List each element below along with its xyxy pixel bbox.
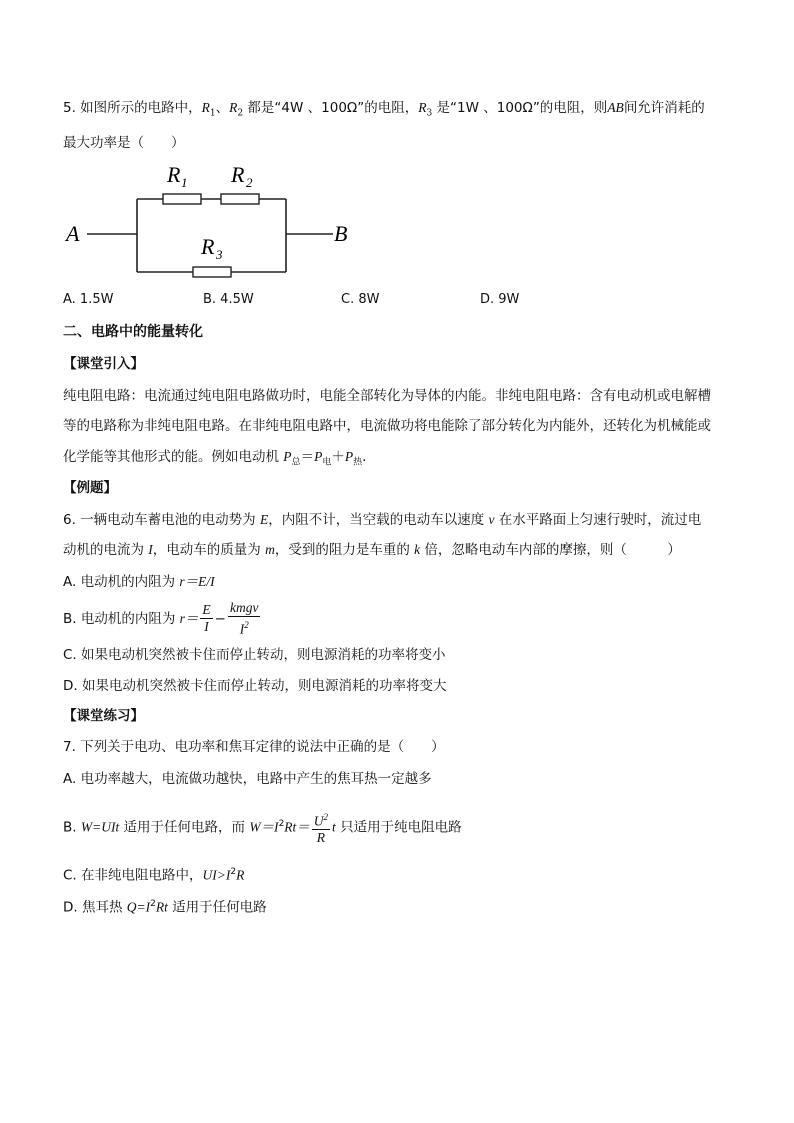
q5-option-d: D. 9W bbox=[480, 292, 520, 307]
numerator-base: U bbox=[313, 813, 324, 829]
q5-option-b: B. 4.5W bbox=[203, 292, 254, 307]
denominator bbox=[228, 617, 260, 638]
mass-symbol: m bbox=[265, 542, 275, 557]
label-a: A bbox=[66, 221, 80, 246]
q6-text: 在水平路面上匀速行驶时，流过电 bbox=[494, 512, 702, 528]
minus-sign: − bbox=[214, 610, 226, 627]
q6-text: ，内阻不计，当空载的电动车以速度 bbox=[268, 512, 489, 528]
q6-text: ，受到的阻力是车重的 bbox=[274, 542, 415, 558]
resistor-r3 bbox=[193, 267, 231, 277]
resistor-r2 bbox=[221, 194, 259, 204]
q6-option-c: C. 如果电动机突然被卡住而停止转动，则电源消耗的功率将变小 bbox=[63, 647, 446, 663]
r2-subscript: 2 bbox=[237, 108, 244, 119]
denominator: R bbox=[316, 830, 326, 846]
label-r1: R bbox=[167, 162, 181, 187]
formula-r: r＝ bbox=[179, 610, 199, 626]
q6-text: ，电动车的质量为 bbox=[152, 542, 266, 558]
q7-option-b bbox=[63, 804, 462, 848]
q7-option-a: A. 电功率越大，电流做功越快，电路中产生的焦耳热一定越多 bbox=[63, 771, 432, 787]
r3-symbol: R bbox=[418, 100, 427, 115]
numerator bbox=[312, 809, 330, 831]
q5-text: 间允许消耗的 bbox=[623, 100, 705, 116]
intro-line2: 等的电路称为非纯电阻电路。在非纯电阻电路中，电流做功将电能除了部分转化为内能外，还转化为机械能或 bbox=[63, 418, 711, 434]
option-text: B. bbox=[63, 819, 81, 836]
r1-symbol: R bbox=[201, 100, 210, 115]
intro-line3 bbox=[63, 447, 366, 473]
option-text: 适用于任何电路，而 bbox=[119, 819, 250, 836]
label-r3-sub: 3 bbox=[216, 247, 223, 262]
equals-sign: ＝ bbox=[300, 449, 315, 465]
q6-text: 倍，忽略电动车内部的摩擦，则（ ） bbox=[420, 542, 681, 558]
r1-subscript: 1 bbox=[209, 108, 216, 119]
q6-text: 动机的电流为 bbox=[63, 542, 149, 558]
intro-end: . bbox=[362, 449, 367, 465]
q7-stem: 7. 下列关于电功、电功率和焦耳定律的说法中正确的是（ ） bbox=[63, 739, 445, 755]
r3-subscript: 3 bbox=[426, 108, 433, 119]
q5-text: 都是“4W 、100Ω”的电阻， bbox=[243, 100, 419, 116]
q6-stem-line2 bbox=[63, 540, 681, 560]
resistor-r1 bbox=[163, 194, 201, 204]
p-elec-symbol: P bbox=[314, 449, 323, 464]
section-title: 二、电路中的能量转化 bbox=[63, 324, 203, 340]
option-text: 只适用于纯电阻电路 bbox=[335, 819, 462, 836]
q6-stem-line1 bbox=[63, 510, 701, 530]
option-text: B. 电动机的内阻为 bbox=[63, 610, 180, 627]
q6-option-a bbox=[63, 572, 215, 592]
option-text: D. 焦耳热 bbox=[63, 899, 127, 916]
formula-part: W＝I bbox=[249, 819, 279, 835]
q6-option-d: D. 如果电动机突然被卡住而停止转动，则电源消耗的功率将变大 bbox=[63, 678, 447, 694]
r2-symbol: R bbox=[229, 100, 238, 115]
q5-text: 是“1W 、100Ω”的电阻，则 bbox=[432, 100, 608, 116]
q6-option-b bbox=[63, 600, 262, 638]
exponent: 2 bbox=[230, 867, 237, 877]
current-symbol: I bbox=[148, 542, 153, 557]
plus-sign: ＋ bbox=[331, 449, 345, 465]
option-text: C. 在非纯电阻电路中， bbox=[63, 867, 203, 884]
p-heat-sub: 热 bbox=[353, 457, 363, 468]
formula-part: Rt bbox=[155, 899, 168, 915]
exponent: 2 bbox=[244, 620, 249, 630]
circuit-diagram bbox=[63, 162, 363, 282]
label-r1-sub: 1 bbox=[181, 175, 188, 190]
exponent: 2 bbox=[278, 819, 285, 829]
formula-part: UI>I bbox=[202, 867, 231, 883]
q5-option-a: A. 1.5W bbox=[63, 292, 114, 307]
exponent: 2 bbox=[150, 899, 156, 909]
k-symbol: k bbox=[414, 542, 421, 557]
label-r2: R bbox=[231, 162, 245, 187]
denominator-base: I bbox=[239, 621, 245, 637]
formula-part: Q=I bbox=[126, 899, 151, 915]
q7-option-d bbox=[63, 894, 267, 918]
formula-part: Rt＝ bbox=[284, 819, 310, 835]
label-b: B bbox=[334, 221, 348, 246]
fraction-kmgv-over-i2 bbox=[228, 600, 260, 638]
practice-heading: 【课堂练习】 bbox=[63, 708, 144, 724]
label-r3: R bbox=[201, 234, 215, 259]
denominator: I bbox=[204, 619, 209, 635]
p-elec-sub: 电 bbox=[322, 457, 332, 468]
velocity-symbol: v bbox=[488, 512, 495, 527]
ab-symbol: AB bbox=[607, 100, 624, 115]
q5-option-c: C. 8W bbox=[341, 292, 380, 307]
intro-line1: 纯电阻电路：电流通过纯电阻电路做功时，电能全部转化为导体的内能。非纯电阻电路：含有电动机或电解槽 bbox=[63, 388, 711, 404]
p-total-sub: 总 bbox=[291, 457, 301, 468]
q7-option-c bbox=[63, 862, 244, 886]
q6-text: 6. 一辆电动车蓄电池的电动势为 bbox=[63, 512, 260, 528]
numerator: E bbox=[202, 602, 211, 618]
fraction-e-over-i bbox=[200, 602, 212, 635]
formula-w: W=UIt bbox=[80, 819, 120, 835]
emf-symbol: E bbox=[259, 512, 269, 527]
p-total-symbol: P bbox=[283, 449, 292, 464]
q5-text: 5. 如图所示的电路中， bbox=[63, 100, 202, 116]
option-text: A. 电动机的内阻为 bbox=[63, 574, 180, 590]
exponent: 2 bbox=[323, 811, 329, 822]
formula-t: t bbox=[332, 819, 336, 835]
q5-stem-line2: 最大功率是（ ） bbox=[63, 135, 185, 151]
formula: r＝E/I bbox=[179, 574, 215, 589]
intro-heading: 【课堂引入】 bbox=[63, 356, 144, 372]
p-heat-symbol: P bbox=[344, 449, 354, 464]
intro-text: 化学能等其他形式的能。例如电动机 bbox=[63, 449, 284, 465]
q5-stem-line1 bbox=[63, 98, 705, 124]
separator: 、 bbox=[215, 100, 230, 116]
fraction-u2-over-r bbox=[312, 809, 330, 847]
formula-part: R bbox=[236, 867, 245, 883]
numerator: kmgv bbox=[229, 600, 259, 615]
option-text: 适用于任何电路 bbox=[167, 899, 267, 916]
example-heading: 【例题】 bbox=[63, 480, 117, 496]
label-r2-sub: 2 bbox=[246, 175, 253, 190]
